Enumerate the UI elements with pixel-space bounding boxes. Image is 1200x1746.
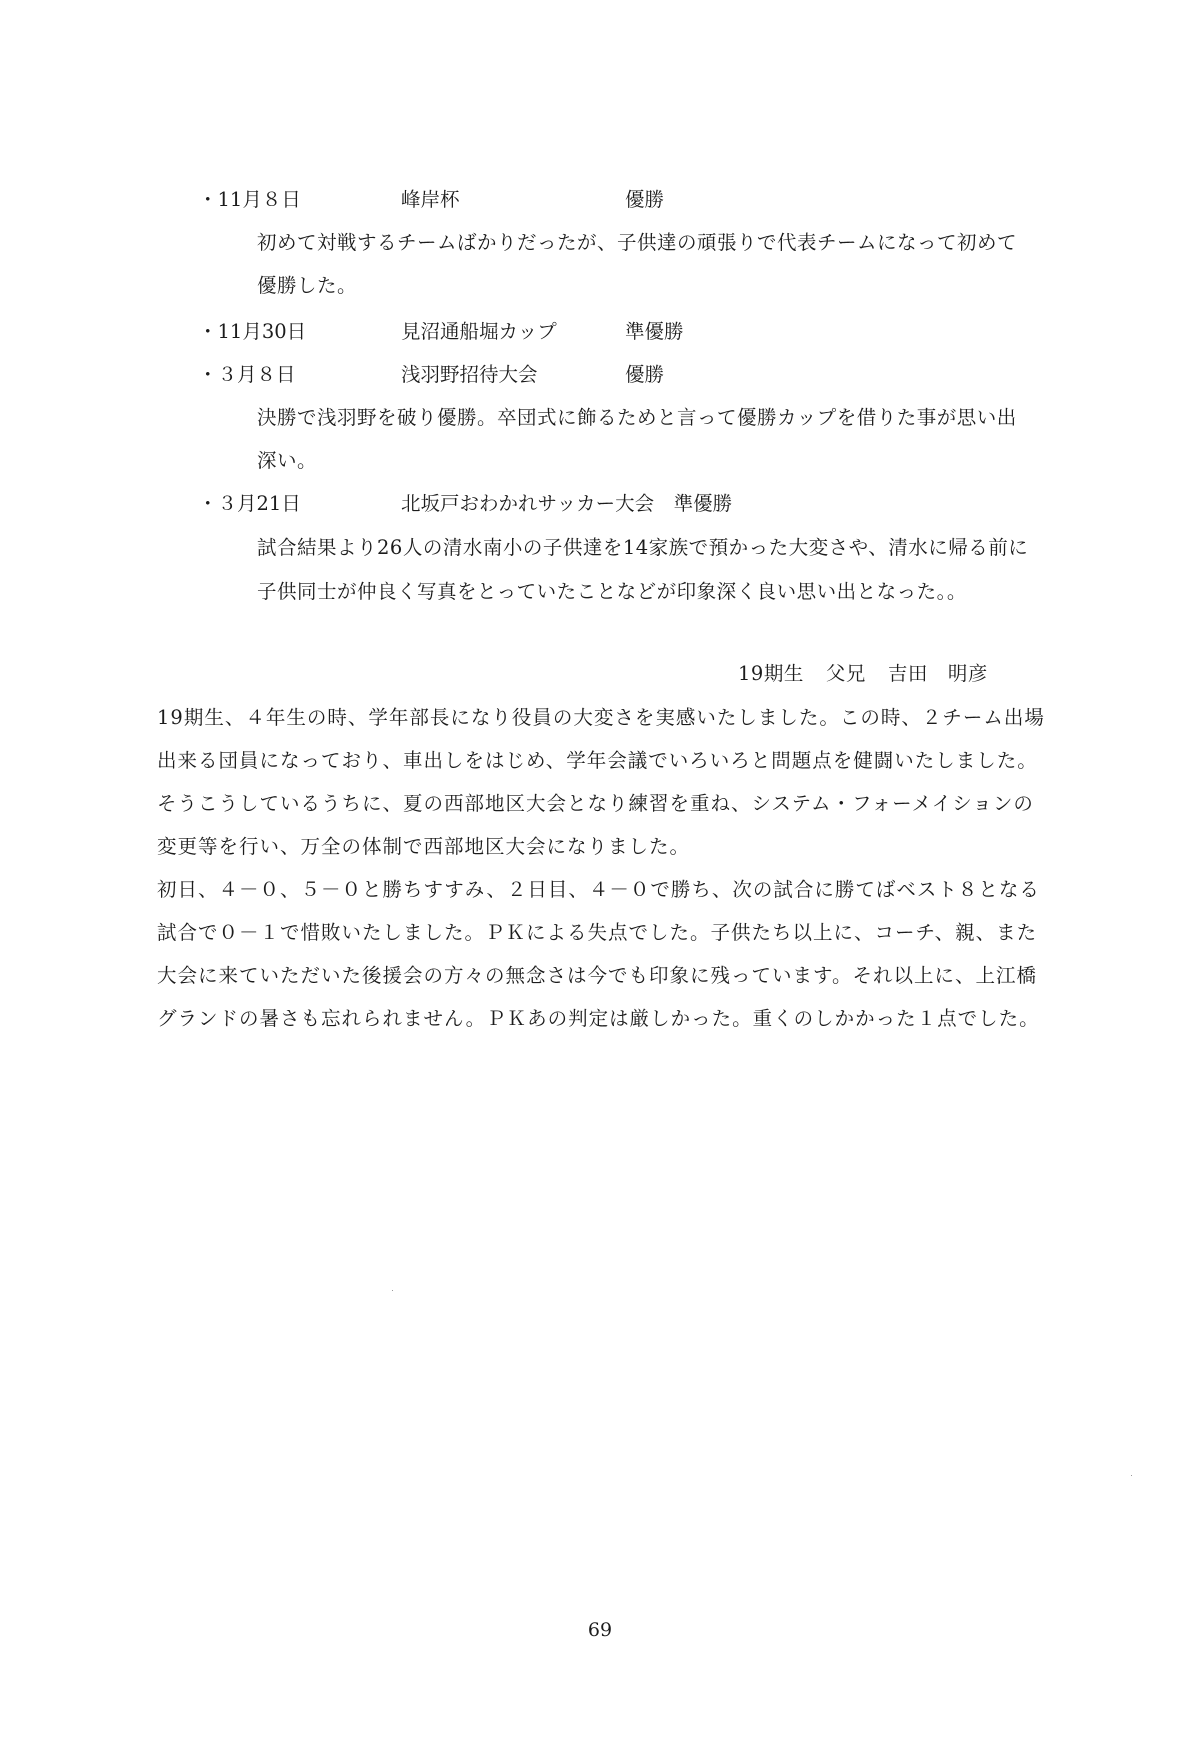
body-line: 試合で０－１で惜敗いたしました。ＰＫによる失点でした。子供たち以上に、コーチ、親、また xyxy=(157,921,1038,944)
entry-date: ・３月21日 xyxy=(198,492,301,515)
body-line: そうこうしているうちに、夏の西部地区大会となり練習を重ね、システム・フォーメイションの xyxy=(157,792,1034,815)
page-number: 69 xyxy=(587,1619,613,1641)
entry-description-line: 試合結果より26人の清水南小の子供達を14家族で預かった大変さや、清水に帰る前に xyxy=(257,536,1029,559)
entry-description-line: 子供同士が仲良く写真をとっていたことなどが印象深く良い思い出となった。。 xyxy=(257,580,967,603)
entry-date: ・３月８日 xyxy=(198,363,296,386)
entry-date: ・11月30日 xyxy=(198,320,307,343)
body-line: グランドの暑さも忘れられません。ＰＫあの判定は厳しかった。重くのしかかった１点でした。 xyxy=(157,1007,1040,1030)
author-role: 父兄 xyxy=(825,662,866,685)
entry-result: 優勝 xyxy=(625,188,665,211)
author-cohort: 19期生 xyxy=(738,662,804,685)
author-name: 吉田 明彦 xyxy=(887,662,988,685)
entry-description-line: 初めて対戦するチームばかりだったが、子供達の頑張りで代表チームになって初めて xyxy=(257,231,1018,254)
body-line: 初日、４－０、５－０と勝ちすすみ、２日目、４－０で勝ち、次の試合に勝てばベスト８となる xyxy=(157,878,1040,901)
body-line: 19期生、４年生の時、学年部長になり役員の大変さを実感いたしました。この時、２チーム出場 xyxy=(157,706,1045,729)
body-line: 大会に来ていただいた後援会の方々の無念さは今でも印象に残っています。それ以上に、上江橋 xyxy=(157,964,1037,987)
entry-result: 優勝 xyxy=(625,363,665,386)
entry-description-line: 深い。 xyxy=(257,449,318,472)
entry-event: 見沼通船堀カップ xyxy=(401,320,557,343)
entry-date: ・11月８日 xyxy=(198,188,301,211)
entry-event: 峰岸杯 xyxy=(401,188,460,211)
scan-speck xyxy=(392,1290,393,1291)
author-signature xyxy=(738,660,1010,688)
body-line: 変更等を行い、万全の体制で西部地区大会になりました。 xyxy=(157,835,691,858)
entry-result: 準優勝 xyxy=(625,320,684,343)
entry-event: 北坂戸おわかれサッカー大会 準優勝 xyxy=(401,492,733,515)
entry-event: 浅羽野招待大会 xyxy=(401,363,538,386)
entry-description-line: 決勝で浅羽野を破り優勝。卒団式に飾るためと言って優勝カップを借りた事が思い出 xyxy=(257,406,1017,429)
body-line: 出来る団員になっており、車出しをはじめ、学年会議でいろいろと問題点を健闘いたしました。 xyxy=(157,749,1038,772)
scan-speck xyxy=(1131,1475,1132,1476)
entry-description-line: 優勝した。 xyxy=(257,274,358,297)
